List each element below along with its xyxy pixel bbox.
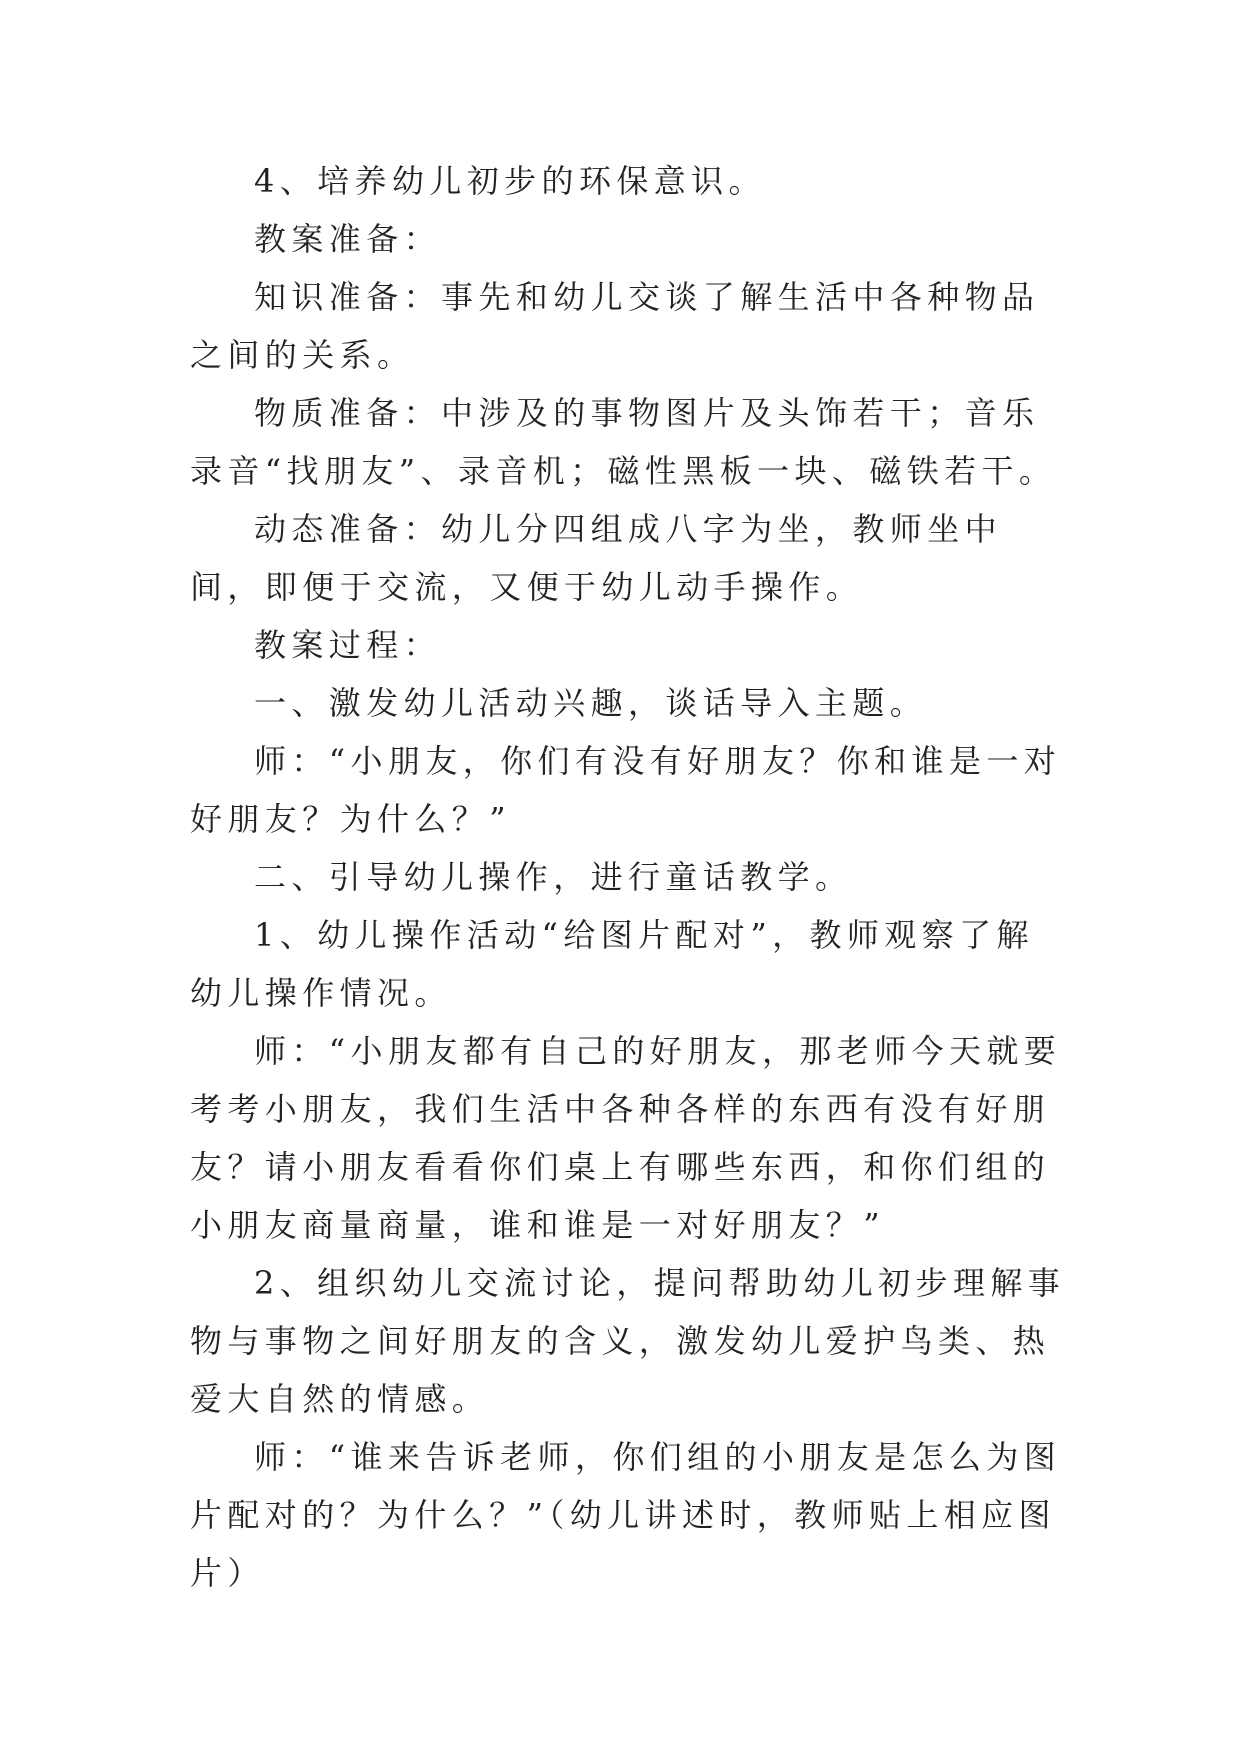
- paragraph: 动态准备：幼儿分四组成八字为坐，教师坐中间，即便于交流，又便于幼儿动手操作。: [190, 510, 1003, 606]
- paragraph: 4、培养幼儿初步的环保意识。: [254, 162, 766, 200]
- paragraph: 二、引导幼儿操作，进行童话教学。: [254, 858, 853, 896]
- paragraph: 1、幼儿操作活动“给图片配对”，教师观察了解幼儿操作情况。: [190, 916, 1034, 1012]
- paragraph: 师：“小朋友都有自己的好朋友，那老师今天就要考考小朋友，我们生活中各种各样的东西有没有好朋友？请小朋友看看你们桌上有哪些东西，和你们组的小朋友商量商量，谁和谁是一对好朋友？”: [190, 1032, 1062, 1244]
- paragraph: 教案准备：: [254, 220, 442, 258]
- paragraph: 知识准备：事先和幼儿交谈了解生活中各种物品之间的关系。: [190, 278, 1040, 374]
- paragraph: 2、组织幼儿交流讨论，提问帮助幼儿初步理解事物与事物之间好朋友的含义，激发幼儿爱护鸟类、热爱大自然的情感。: [190, 1264, 1066, 1418]
- paragraph: 师：“小朋友，你们有没有好朋友？你和谁是一对好朋友？为什么？”: [190, 742, 1062, 838]
- paragraph: 教案过程：: [254, 626, 442, 664]
- paragraph: 一、激发幼儿活动兴趣，谈话导入主题。: [254, 684, 928, 722]
- paragraph: 物质准备：中涉及的事物图片及头饰若干；音乐录音“找朋友”、录音机；磁性黑板一块、磁铁若干。: [190, 394, 1057, 490]
- document-body: [190, 152, 1070, 1602]
- paragraph: 师：“谁来告诉老师，你们组的小朋友是怎么为图片配对的？为什么？”（幼儿讲述时，教师贴上相应图片）: [190, 1438, 1062, 1592]
